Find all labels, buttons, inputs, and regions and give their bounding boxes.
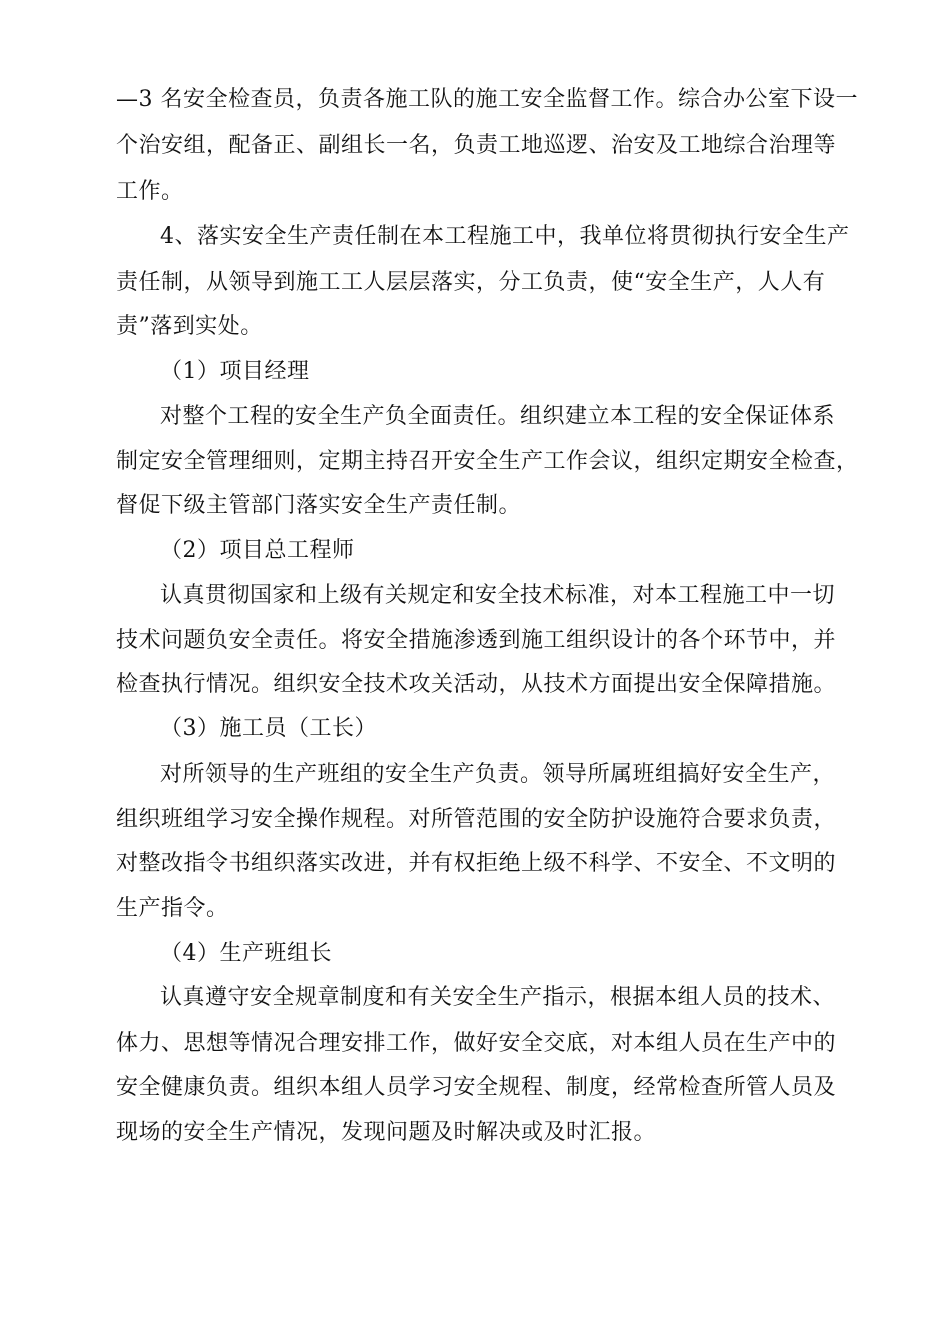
text-line: 认真遵守安全规章制度和有关安全生产指示，根据本组人员的技术、: [160, 985, 836, 1010]
text-line: 生产指令。: [116, 896, 229, 921]
text-line: —3 名安全检查员，负责各施工队的施工安全监督工作。综合办公室下设一: [116, 87, 858, 112]
text-line: 技术问题负安全责任。将安全措施渗透到施工组织设计的各个环节中，并: [116, 628, 837, 653]
text-line: 认真贯彻国家和上级有关规定和安全技术标准，对本工程施工中一切: [160, 583, 836, 608]
text-line: 工作。: [116, 179, 184, 204]
text-line: 组织班组学习安全操作规程。对所管范围的安全防护设施符合要求负责，: [116, 807, 837, 832]
text-line: 对整个工程的安全生产负全面责任。组织建立本工程的安全保证体系: [160, 404, 836, 429]
text-line: 督促下级主管部门落实安全生产责任制。: [116, 493, 522, 518]
section-heading: （2）项目总工程师: [160, 538, 355, 563]
text-line: 责任制，从领导到施工工人层层落实，分工负责，使“安全生产，人人有: [116, 270, 826, 295]
text-line: 现场的安全生产情况，发现问题及时解决或及时汇报。: [116, 1120, 657, 1145]
section-heading: （3）施工员（工长）: [160, 716, 377, 741]
text-line: 4、落实安全生产责任制在本工程施工中，我单位将贯彻执行安全生产: [160, 224, 850, 249]
section-heading: （4）生产班组长: [160, 941, 332, 966]
text-line: 检查执行情况。组织安全技术攻关活动，从技术方面提出安全保障措施。: [116, 672, 837, 697]
text-line: 个治安组，配备正、副组长一名，负责工地巡逻、治安及工地综合治理等: [116, 133, 837, 158]
text-line: 制定安全管理细则，定期主持召开安全生产工作会议，组织定期安全检查，: [116, 449, 859, 474]
text-line: 责”落到实处。: [116, 314, 263, 339]
section-heading: （1）项目经理: [160, 359, 310, 384]
text-line: 安全健康负责。组织本组人员学习安全规程、制度，经常检查所管人员及: [116, 1075, 837, 1100]
text-line: 对所领导的生产班组的安全生产负责。领导所属班组搞好安全生产，: [160, 762, 836, 787]
text-line: 对整改指令书组织落实改进，并有权拒绝上级不科学、不安全、不文明的: [116, 851, 837, 876]
text-line: 体力、思想等情况合理安排工作，做好安全交底，对本组人员在生产中的: [116, 1031, 837, 1056]
